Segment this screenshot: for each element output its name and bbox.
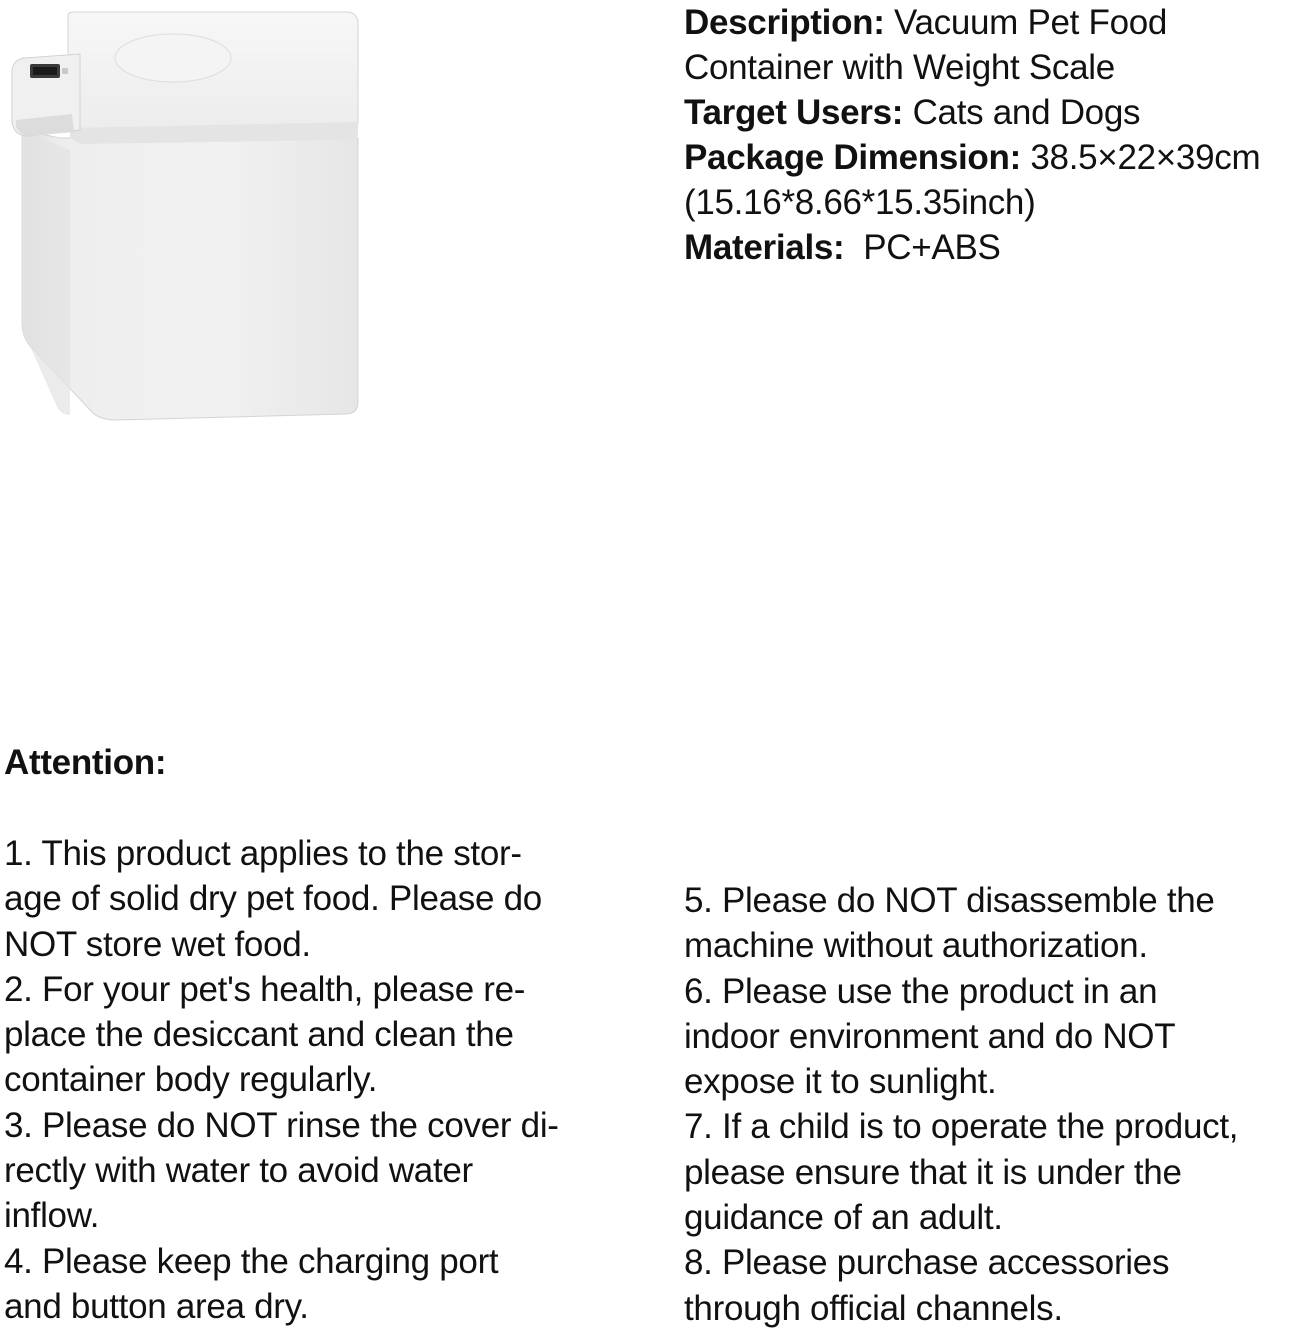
spec-package-dimension — [684, 135, 1314, 180]
note-line: please ensure that it is under the — [684, 1152, 1182, 1192]
spec-label: Target Users: — [684, 93, 904, 132]
note-line: place the desiccant and clean the — [4, 1015, 514, 1055]
note-line: 8. Please purchase accessories — [684, 1243, 1170, 1283]
attention-title: Attention: — [4, 743, 167, 782]
note-line: NOT store wet food. — [4, 924, 311, 964]
note-line: guidance of an adult. — [684, 1198, 1003, 1238]
note-line: 5. Please do NOT disassemble the — [684, 881, 1215, 920]
note-line: 7. If a child is to operate the product, — [684, 1107, 1239, 1147]
spec-target-users — [684, 90, 1314, 135]
attention-right-column — [684, 878, 1314, 1331]
spec-label: Package Dimension: — [684, 138, 1021, 177]
note-line: 4. Please keep the charging port — [4, 1241, 499, 1281]
product-image — [8, 10, 363, 425]
note-line: age of solid dry pet food. Please do — [4, 879, 542, 919]
spec-value: Vacuum Pet Food — [894, 3, 1168, 42]
note-line: inflow. — [4, 1196, 100, 1236]
note-line: 2. For your pet's health, please re- — [4, 969, 526, 1009]
spec-value: 38.5×22×39cm — [1030, 138, 1261, 177]
attention-left-column — [4, 831, 644, 1329]
note-line: and button area dry. — [4, 1286, 309, 1326]
note-line: through official channels. — [684, 1288, 1063, 1328]
spec-value: Cats and Dogs — [912, 93, 1141, 132]
spec-package-dimension-cont — [684, 180, 1314, 225]
spec-value: (15.16*8.66*15.35inch) — [684, 183, 1036, 222]
note-line: expose it to sunlight. — [684, 1062, 997, 1102]
spec-label: Description: — [684, 3, 885, 42]
note-line: 3. Please do NOT rinse the cover di- — [4, 1105, 559, 1145]
spec-value: Container with Weight Scale — [684, 48, 1115, 87]
spec-description — [684, 0, 1314, 45]
note-line: rectly with water to avoid water — [4, 1151, 473, 1191]
spec-description-cont — [684, 45, 1314, 90]
spec-materials — [684, 225, 1314, 270]
note-line: 1. This product applies to the stor- — [4, 834, 522, 873]
note-line: container body regularly. — [4, 1060, 378, 1100]
note-line: 6. Please use the product in an — [684, 971, 1158, 1011]
spec-value: PC+ABS — [863, 228, 1001, 267]
pet-food-container-illustration — [8, 10, 363, 425]
note-line: indoor environment and do NOT — [684, 1016, 1176, 1056]
spec-label: Materials: — [684, 228, 845, 267]
spec-block — [684, 0, 1314, 270]
note-line: machine without authorization. — [684, 926, 1148, 966]
